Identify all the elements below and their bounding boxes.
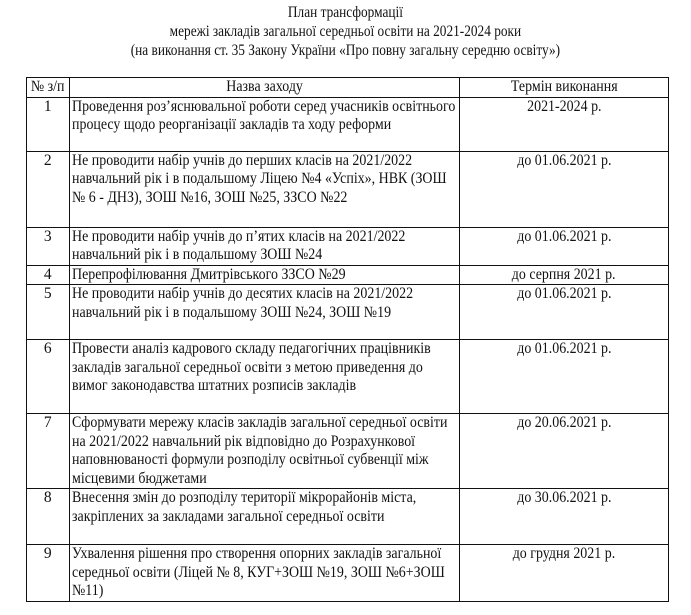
row-num: 1 bbox=[27, 97, 70, 151]
row-term: до 30.06.2021 р. bbox=[460, 489, 669, 545]
row-name: Не проводити набір учнів до десятих класів на 2021/2022 навчальний рік і в подальшому ЗОШ №24, ЗОШ №19 bbox=[69, 285, 459, 340]
row-num: 3 bbox=[27, 227, 70, 265]
row-num: 8 bbox=[27, 489, 70, 545]
row-term: до 01.06.2021 р. bbox=[460, 285, 669, 340]
row-num: 2 bbox=[27, 151, 70, 227]
title-line-2: мережі закладів загальної середньої освіти на 2021-2024 роки bbox=[169, 23, 522, 40]
row-num: 5 bbox=[27, 285, 70, 340]
row-num: 9 bbox=[27, 545, 70, 602]
title-line-1: План трансформації bbox=[287, 4, 403, 21]
title-line-3: (на виконання ст. 35 Закону України «Про повну загальну середню освіту») bbox=[130, 42, 561, 59]
row-name: Перепрофілювання Дмитрівського ЗЗСО №29 bbox=[69, 265, 459, 285]
row-term: до 01.06.2021 р. bbox=[460, 151, 669, 227]
row-num: 7 bbox=[27, 414, 70, 489]
row-term: до грудня 2021 р. bbox=[460, 545, 669, 602]
row-num: 6 bbox=[27, 340, 70, 414]
row-num: 4 bbox=[27, 265, 70, 285]
table-row bbox=[27, 151, 669, 227]
row-term: до 20.06.2021 р. bbox=[460, 414, 669, 489]
header-term: Термін виконання bbox=[460, 78, 669, 98]
table-row bbox=[27, 265, 669, 285]
row-name: Сформувати мережу класів закладів загальної середньої освіти на 2021/2022 навчальний рік відповідно до Розрахункової наповнюваності формули розподілу освітньої субвенції між місцевими бюджетами bbox=[69, 414, 459, 489]
row-name: Внесення змін до розподілу території мікрорайонів міста, закріплених за закладами загальної середньої освіти bbox=[69, 489, 459, 545]
row-name: Проведення роз’яснювальної роботи серед учасників освітнього процесу щодо реорганізації закладів та ходу реформи bbox=[69, 97, 459, 151]
row-term: до 01.06.2021 р. bbox=[460, 227, 669, 265]
header-num: № з/п bbox=[27, 78, 70, 98]
transformation-plan-table bbox=[26, 77, 669, 602]
table-row bbox=[27, 489, 669, 545]
row-term: до 01.06.2021 р. bbox=[460, 340, 669, 414]
header-name: Назва заходу bbox=[69, 78, 459, 98]
row-name: Не проводити набір учнів до перших класів на 2021/2022 навчальний рік і в подальшому Ліцею №4 «Успіх», НВК (ЗОШ № 6 - ДНЗ), ЗОШ №16, ЗОШ №25, ЗЗСО №22 bbox=[69, 151, 459, 227]
row-term: 2021-2024 р. bbox=[460, 97, 669, 151]
table-row bbox=[27, 97, 669, 151]
row-name: Провести аналіз кадрового складу педагогічних працівників закладів загальної середньої освіти з метою приведення до вимог законодавства штатних розписів закладів bbox=[69, 340, 459, 414]
row-name: Ухвалення рішення про створення опорних закладів загальної середньої освіти (Ліцей № 8, КУГ+ЗОШ №19, ЗОШ №6+ЗОШ №11) bbox=[69, 545, 459, 602]
row-term: до серпня 2021 р. bbox=[460, 265, 669, 285]
document-title bbox=[48, 3, 642, 60]
table-row bbox=[27, 414, 669, 489]
table-row bbox=[27, 227, 669, 265]
table-row bbox=[27, 285, 669, 340]
row-name: Не проводити набір учнів до п’ятих класів на 2021/2022 навчальний рік і в подальшому ЗОШ №24 bbox=[69, 227, 459, 265]
table-row bbox=[27, 545, 669, 602]
table-row bbox=[27, 340, 669, 414]
table-header-row bbox=[27, 78, 669, 98]
